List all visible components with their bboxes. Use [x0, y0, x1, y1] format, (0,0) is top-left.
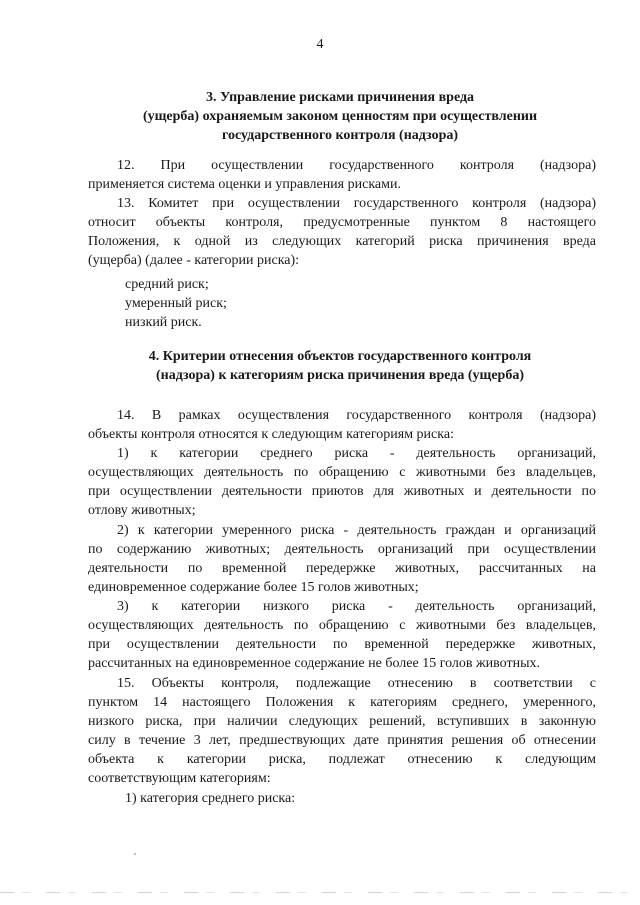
paragraph-line: единовременное содержание более 15 голов животных; — [88, 580, 419, 595]
paragraph-line: относит объекты контроля, предусмотренные пунктом 8 настоящего — [88, 215, 596, 230]
paragraph-line: 14. В рамках осуществления государственного контроля (надзора) — [117, 408, 596, 423]
section-4-heading-line: (надзора) к категориям риска причинения вреда (ущерба) — [156, 368, 524, 383]
paragraph-line: 1) к категории среднего риска - деятельность организаций, — [117, 446, 596, 461]
paragraph-15 — [88, 674, 596, 788]
paragraph-line: деятельности по временной передержке животных, рассчитанных на — [88, 561, 596, 576]
section-3-heading-line: (ущерба) охраняемым законом ценностям при осуществлении — [142, 109, 538, 124]
paragraph-line: 2) к категории умеренного риска - деятельность граждан и организаций — [117, 523, 596, 538]
section-3-heading-line: 3. Управление рисками причинения вреда — [205, 90, 475, 105]
paragraph-15-item-1: 1) категория среднего риска: — [125, 791, 296, 806]
paragraph-line: объекта к категории риска, подлежат отнесению к следующим — [88, 752, 596, 767]
paragraph-line: соответствующим категориям: — [88, 771, 271, 786]
risk-list-item: умеренный риск; — [125, 296, 227, 311]
paragraph-line: рассчитанных на единовременное содержание не более 15 голов животных. — [88, 656, 541, 671]
paragraph-14 — [88, 406, 596, 444]
scan-edge-artifact — [0, 892, 640, 893]
risk-list-item: низкий риск. — [125, 315, 202, 330]
paragraph-12 — [88, 156, 596, 194]
paragraph-line: 12. При осуществлении государственного контроля (надзора) — [117, 158, 596, 173]
paragraph-line: пунктом 14 настоящего Положения к категориям среднего, умеренного, — [88, 695, 596, 710]
paragraph-line: отлову животных; — [88, 503, 196, 518]
paragraph-line: применяется система оценки и управления рисками. — [88, 177, 401, 192]
paragraph-line: 3) к категории низкого риска - деятельность организаций, — [117, 599, 596, 614]
paragraph-line: осуществляющих деятельность по обращению с животными без владельцев, — [88, 618, 596, 633]
section-3-heading — [80, 88, 600, 145]
paragraph-line: осуществляющих деятельность по обращению с животными без владельцев, — [88, 465, 596, 480]
paragraph-line: (ущерба) (далее - категории риска): — [88, 253, 300, 268]
page-number: 4 — [316, 37, 324, 52]
paragraph-14-item-2 — [88, 521, 596, 597]
paragraph-line: 15. Объекты контроля, подлежащие отнесению в соответствии с — [117, 676, 596, 691]
risk-list-item: средний риск; — [125, 277, 209, 292]
paragraph-line: объекты контроля относятся к следующим категориям риска: — [88, 427, 454, 442]
paragraph-14-item-3 — [88, 597, 596, 673]
section-4-heading — [80, 347, 600, 385]
paragraph-line: Положения, к одной из следующих категорий риска причинения вреда — [88, 234, 596, 249]
paragraph-line: силу в течение 3 лет, предшествующих дате принятия решения об отнесении — [88, 733, 596, 748]
section-3-heading-line: государственного контроля (надзора) — [221, 128, 459, 143]
paragraph-13 — [88, 194, 596, 270]
paragraph-line: 13. Комитет при осуществлении государственного контроля (надзора) — [117, 196, 596, 211]
paragraph-14-item-1 — [88, 444, 596, 520]
paragraph-line: низкого риска, при наличии следующих решений, вступивших в законную — [88, 714, 596, 729]
paragraph-line: при осуществлении деятельности по временной передержке животных, — [88, 637, 596, 652]
scan-artifact — [134, 853, 136, 855]
section-4-heading-line: 4. Критерии отнесения объектов государственного контроля — [148, 349, 532, 364]
paragraph-line: при осуществлении деятельности приютов для животных и деятельности по — [88, 484, 596, 499]
paragraph-line: по содержанию животных; деятельность организаций при осуществлении — [88, 542, 596, 557]
